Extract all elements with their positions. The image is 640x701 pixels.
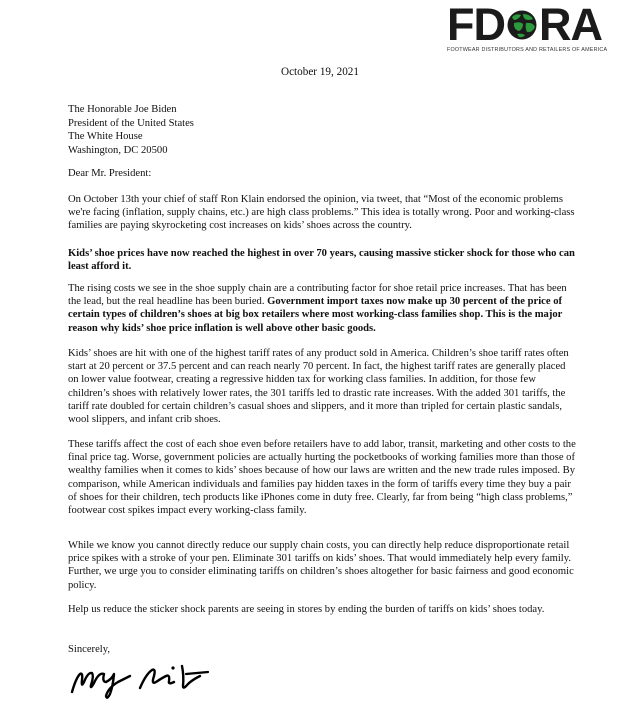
logo-tagline: FOOTWEAR DISTRIBUTORS AND RETAILERS OF AMERICA [447,47,608,53]
paragraph-import-taxes [68,282,578,335]
signature-image [66,652,236,700]
recipient-title: President of the United States [68,117,194,129]
recipient-address [68,103,578,157]
paragraph-tariff-rates: Kids’ shoes are hit with one of the highest tariff rates of any product sold in America. Children’s shoe tariff rates often start at 20 percent or 37.5 percent and can reach nearly 70 percent. In fact, the highest tariff rates are generally placed on lower value footwear, creating a regressive hidden tax for working class families. In addition, for those few children’s shoes with relatively lower rates, the 301 tariffs led to drastic rate increases. With the added 301 tariffs, the tariff rate doubled for certain children’s casual shoes and slippers, and it more than tripled for certain plastic sandals, wool slippers, and infant crib shoes. [68,348,569,426]
closing: Sincerely, [68,644,110,655]
paragraph-klain-tweet: On October 13th your chief of staff Ron Klain endorsed the opinion, via tweet, that “Most of the economic problems we're facing (inflation, supply chains, etc.) are high class problems.” This idea is totally wrong. Poor and working-class families are paying skyrocketing cost increases on kids’ shoes across the country. [68,194,575,232]
paragraph-request: While we know you cannot directly reduce our supply chain costs, you can directly help reduce disproportionate retail price spikes with a stroke of your pen. Eliminate 301 tariffs on kids’ shoes. That would immediately help every family. Further, we urge you to consider eliminating tariffs on children’s shoes altogether for basic fairness and good economic policy. [68,540,574,591]
logo-letter-f: F [447,0,474,50]
fdra-logo [447,0,627,56]
recipient-name: The Honorable Joe Biden [68,104,177,115]
salutation: Dear Mr. President: [68,168,152,179]
letter-date: October 19, 2021 [281,66,359,78]
logo-letter-d: D [473,0,505,50]
paragraph-call-to-action: Help us reduce the sticker shock parents are seeing in stores by ending the burden of tariffs on kids’ shoes today. [68,604,545,615]
paragraph-tariff-impact: These tariffs affect the cost of each shoe even before retailers have to add labor, transit, marketing and other costs to the final price tag. Worse, government policies are actually hurting the pocketbooks of working families more than those of wealthy families when it comes to kids’ shoes because of how our laws are written and the new trade rules imposed. By comparison, while American individuals and families pay hidden taxes in the form of tariffs every time they buy a pair of shoes for their children, tech products like iPhones come in duty free. Clearly, far from being “high class problems,” footwear cost spikes impact every working-class family. [68,439,576,517]
p3-bold-text: Government import taxes now make up 30 percent of the price of certain types of children’s shoes at big box retailers where most working-class families shop. This is the major reason why kids’ shoe price inflation is well above other basic goods. [68,296,563,334]
paragraph-price-headline: Kids’ shoe prices have now reached the highest in over 70 years, causing massive sticker shock for those who can least afford it. [68,248,575,273]
logo-letter-a: A [570,0,602,50]
globe-icon [506,8,538,42]
recipient-city: Washington, DC 20500 [68,144,168,156]
p3-normal-text: The rising costs we see in the shoe supply chain are a contributing factor for shoe retail price increases. That has been the lead, but the real headline has been buried. [68,283,567,308]
logo-wordmark [447,0,602,50]
recipient-office: The White House [68,131,143,143]
logo-letter-r: R [539,0,571,50]
